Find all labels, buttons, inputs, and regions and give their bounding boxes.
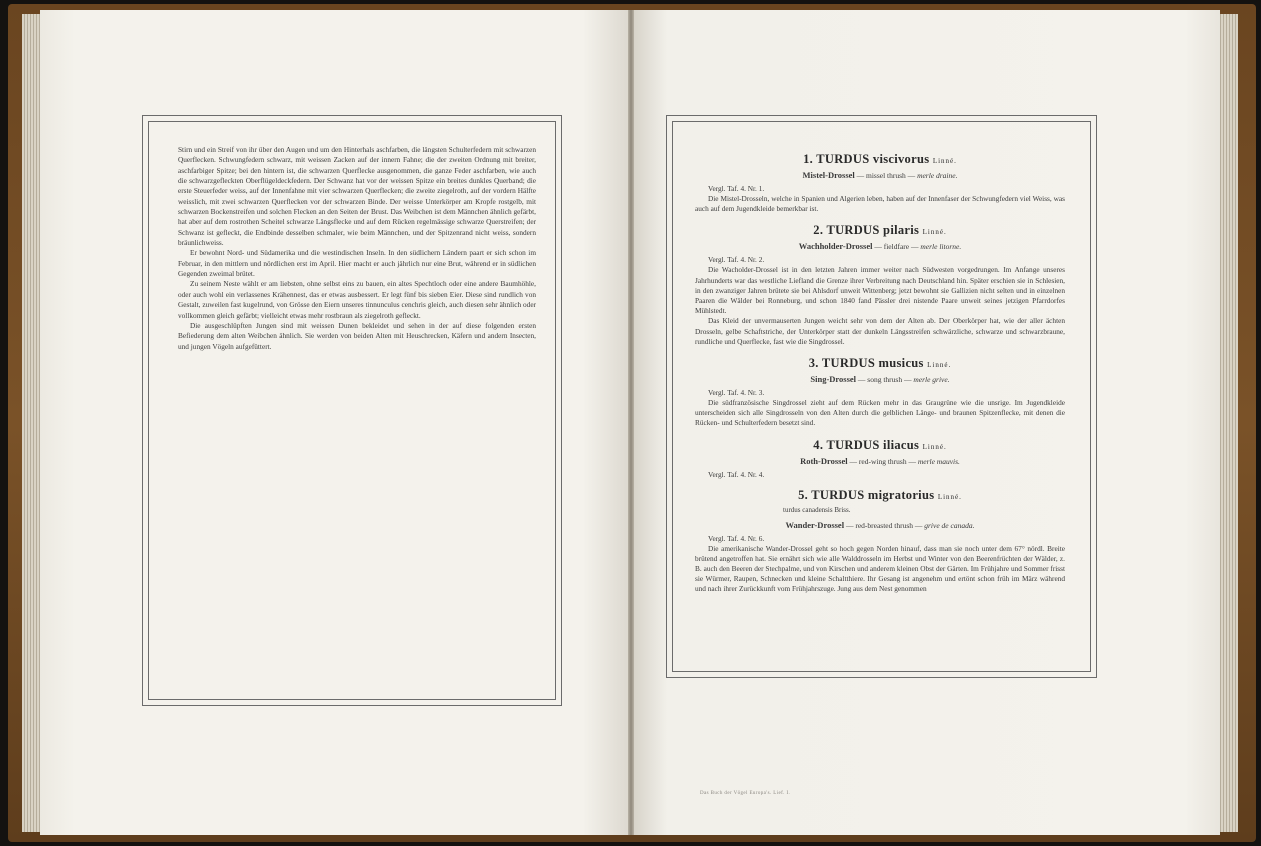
common-names: Wander-Drossel — red-breasted thrush — grive de canada. <box>785 519 975 530</box>
plate-reference: Vergl. Taf. 4. Nr. 1. <box>708 184 765 193</box>
species-heading: 3. TURDUS musicus Linné. <box>808 356 952 371</box>
page-footer: Das Buch der Vögel Europa's. Lief. I. <box>700 791 791 796</box>
species-section <box>695 438 1065 479</box>
species-description: Die Wacholder-Drossel ist in den letzten Jahren immer weiter nach Südwesten vorgedrungen. Im Anfange unseres Jahrhunderts war das westliche Liefland die Grenze ihrer Verbreitung nach Deutschland hin. Später erschien sie in Schlesien, in den zwanziger Jahren brütete sie bei Ahlsdorf unweit Wittenberg; jetzt bewohnt sie Gallizien nicht selten und in einzelnen Paaren die Wälder bei Ronneburg, und schon 1840 fand Pässler drei nistende Paare unweit seines jetzigen Pfarrdorfes Mühlstedt. <box>695 265 1065 316</box>
species-section <box>695 223 1065 347</box>
common-names: Sing-Drossel — song thrush — merle grive. <box>810 374 950 385</box>
right-page-text <box>695 152 1065 604</box>
species-heading: 2. TURDUS pilaris Linné. <box>813 223 947 238</box>
species-section <box>695 152 1065 214</box>
page-edges-right <box>1218 14 1238 832</box>
species-section <box>695 488 1065 595</box>
species-description: Das Kleid der unvermauserten Jungen weicht sehr von dem der Alten ab. Der Oberkörper hat, wie der aller ächten Drosseln, gelbe Schaftstriche, der Unterkörper statt der dunkeln Längsstreifen schwärzliche, schwarze und schwarzbraune, rundliche und Querflecke, fast wie die Singdrossel. <box>695 316 1065 346</box>
common-names: Roth-Drossel — red-wing thrush — merle mauvis. <box>800 455 960 466</box>
species-heading: 5. TURDUS migratorius Linné. <box>798 487 962 502</box>
plate-reference: Vergl. Taf. 4. Nr. 2. <box>708 255 765 265</box>
paragraph: Stirn und ein Streif von ihr über den Augen und um den Hinterhals aschfarben, die längsten Schulterfedern mit schwarzen Querflecken. Schwungfedern schwarz, mit weissen Zacken auf der innern Fahne; die der zweiten Ordnung mit breiter, aschfarbiger Spitze; bei den hintern ist, die schwarzen Querflecke ausgenommen, die ganze Feder aschfarben, wie auch die schwarzgefleckten Oberflügeldeckfedern. Der Schwanz hat vor der weissen Spitze ein breites dunkles Querband; die erste Steuerfeder weiss, auf der Innenfahne mit vier schwarzen Querflecken; die zweite ziegelroth, auf der vordern Hälfte weisslich, mit zwei schwarzen Querflecken vor der schwarzen Binde. Der weisse Unterkörper am Kropfe rostgelb, mit schwarzen Bockenstreifen und solchen Flecken an den Seiten der Brust. Das Weibchen ist dem Männchen ähnlich gefärbt, hat aber auf dem rostrothen Scheitel schwarze Längsflecke und auf dem Rücken regelmässige schwarze Querstreifen; der Schwanz ist gefleckt, die Endbinde desselben schmaler, wie beim Männchen, und der Spitzenrand nicht weiss, sondern bräunlichweiss. <box>178 145 536 248</box>
species-description: Die Mistel-Drosseln, welche in Spanien und Algerien leben, haben auf der Innenfaser der Schwungfedern viel Weiss, was auch auf dem Jugendkleide bemerkbar ist. <box>695 194 1065 214</box>
species-heading: 1. TURDUS viscivorus Linné. <box>803 152 957 166</box>
plate-reference: Vergl. Taf. 4. Nr. 3. <box>708 388 765 398</box>
plate-reference: Vergl. Taf. 4. Nr. 4. <box>708 469 765 479</box>
synonym: turdus canadensis Briss. <box>783 505 851 514</box>
page-edges-left <box>22 14 42 832</box>
species-heading: 4. TURDUS iliacus Linné. <box>813 437 947 452</box>
paragraph: Zu seinem Neste wählt er am liebsten, ohne selbst eins zu bauen, ein altes Spechtloch oder eine andere Baumhöhle, oder auch wohl ein verlassenes Krähennest, das er etwas ausbessert. Er legt fünf bis sieben Eier. Diese sind rundlich von Gestalt, zuweilen fast kugelrund, von Grösse den Eiern unseres tinnunculus cenchris gleich, auch diesen sehr ähnlich oder vollkommen gleich gefärbt; vielleicht etwas mehr rostbraun als ziegelroth gefleckt. <box>178 279 536 320</box>
paragraph: Er bewohnt Nord- und Südamerika und die westindischen Inseln. In den südlichern Ländern paart er sich schon im Februar, in den mittlern und nördlichen erst im April. Hier macht er auch jährlich nur eine Brut, während er in südlichen Gegenden zweimal brütet. <box>178 248 536 279</box>
book-gutter <box>628 10 634 835</box>
plate-reference: Vergl. Taf. 4. Nr. 6. <box>708 533 765 543</box>
common-names: Wachholder-Drossel — fieldfare — merle litorne. <box>798 241 962 252</box>
paragraph: Die ausgeschlüpften Jungen sind mit weissen Dunen bekleidet und sehen in der auf diese folgenden ersten Befiederung dem alten Weibchen ähnlich. Sie werden von beiden Alten mit Heuschrecken, Käfern und andern Insecten, und jungen Vögeln aufgefüttert. <box>178 320 536 351</box>
species-description: Die amerikanische Wander-Drossel geht so hoch gegen Norden hinauf, dass man sie noch unter dem 67° nördl. Breite brütend angetroffen hat. Sie ernährt sich wie alle Walddrosseln im Herbst und Winter von den Beerenfrüchten der Wälder, z. B. auch den Beeren der Stechpalme, und von Kirschen und anderem kleinen Obst der Gärten. Im Frühjahre und Sommer frisst sie Würmer, Raupen, Schnecken und kleine Schaltthiere. Ihr Gesang ist angenehm und ertönt schon früh im März während und nach ihrer Zurückkunft vom Frühjahrszuge. Jung aus dem Nest genommen <box>695 543 1065 594</box>
species-section <box>695 356 1065 429</box>
left-page-text <box>178 145 536 352</box>
species-description: Die südfranzösische Singdrossel zieht auf dem Rücken mehr in das Graugrüne wie die unsrige. Im Jugendkleide unterscheiden sich alle Singdrosseln von den Alten durch die gelblichen Länge- und braunen Spitzenflecke, mit denen die Rücken- und Schulterfedern besetzt sind. <box>695 398 1065 428</box>
common-names: Mistel-Drossel — missel thrush — merle draine. <box>802 170 958 180</box>
